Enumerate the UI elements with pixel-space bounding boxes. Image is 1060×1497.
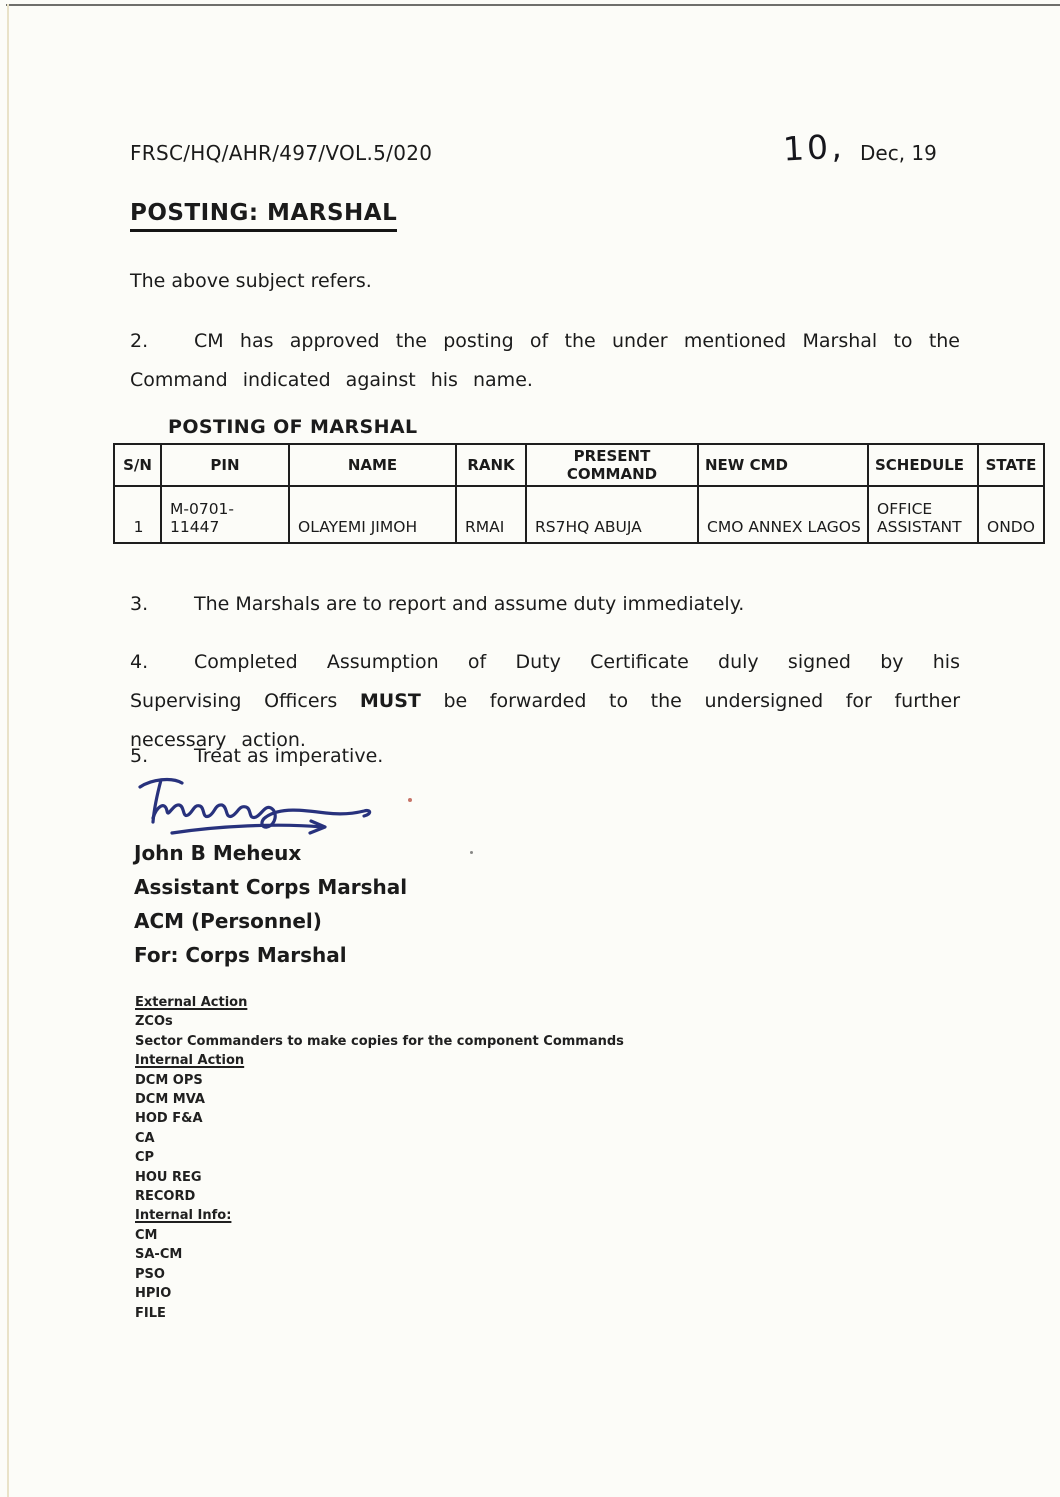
col-header-pin: PIN — [161, 444, 289, 486]
paragraph-3-number: 3. — [130, 593, 149, 615]
distribution-heading-external: External Action — [135, 995, 248, 1010]
distribution-item: FILE — [135, 1305, 166, 1321]
distribution-list — [135, 993, 624, 1323]
date-text: Dec, 19 — [860, 141, 937, 165]
scan-speck — [470, 851, 473, 854]
posting-table — [113, 443, 1045, 544]
cell-rank: RMAI — [456, 486, 526, 543]
col-header-sn: S/N — [114, 444, 161, 486]
reference-number: FRSC/HQ/AHR/497/VOL.5/020 — [130, 141, 433, 165]
paragraph-intro — [130, 262, 960, 301]
paragraph-4-text-after: be forwarded to the undersigned for further necessary action. — [130, 690, 961, 751]
scan-edge-left — [7, 4, 9, 1497]
paragraph-5-text: Treat as imperative. — [194, 745, 384, 767]
cell-state: ONDO — [978, 486, 1044, 543]
distribution-item: PSO — [135, 1266, 165, 1282]
distribution-item: DCM MVA — [135, 1092, 205, 1108]
distribution-item: CP — [135, 1150, 155, 1166]
cell-sn: 1 — [114, 486, 161, 543]
paragraph-3-text: The Marshals are to report and assume duty immediately. — [194, 593, 745, 615]
distribution-item: HOU REG — [135, 1169, 202, 1185]
paragraph-2 — [130, 322, 960, 400]
table-row — [114, 486, 1044, 543]
handwritten-day: 10, — [782, 126, 846, 169]
distribution-item: ZCOs — [135, 1014, 173, 1030]
col-header-schedule: SCHEDULE — [868, 444, 978, 486]
cell-present-command: RS7HQ ABUJA — [526, 486, 698, 543]
distribution-item: Sector Commanders to make copies for the component Commands — [135, 1033, 624, 1049]
paragraph-2-number: 2. — [130, 330, 149, 352]
paragraph-intro-text: The above subject refers. — [130, 270, 372, 292]
signatory-office: ACM (Personnel) — [134, 909, 322, 933]
signatory-block — [134, 836, 407, 972]
signatory-for: For: Corps Marshal — [134, 943, 347, 967]
col-header-rank: RANK — [456, 444, 526, 486]
paragraph-2-text: CM has approved the posting of the under mentioned Marshal to the Command indicated against his name. — [130, 330, 960, 391]
distribution-item: DCM OPS — [135, 1072, 203, 1088]
table-header-row — [114, 444, 1044, 486]
distribution-item: HOD F&A — [135, 1111, 203, 1127]
col-header-name: NAME — [289, 444, 456, 486]
distribution-item: CM — [135, 1227, 158, 1243]
col-header-new-cmd: NEW CMD — [698, 444, 868, 486]
table-caption: POSTING OF MARSHAL — [168, 416, 418, 438]
distribution-item: CA — [135, 1130, 155, 1146]
paragraph-5-number: 5. — [130, 745, 149, 767]
signatory-rank: Assistant Corps Marshal — [134, 875, 408, 899]
cell-new-cmd: CMO ANNEX LAGOS — [698, 486, 868, 543]
paragraph-4-bold-word: MUST — [359, 690, 421, 712]
paragraph-3 — [130, 585, 960, 624]
distribution-heading-internal-action: Internal Action — [135, 1053, 245, 1069]
cell-pin: M-0701-11447 — [161, 486, 289, 543]
cell-name: OLAYEMI JIMOH — [289, 486, 456, 543]
col-header-present-command: PRESENT COMMAND — [526, 444, 698, 486]
col-header-state: STATE — [978, 444, 1044, 486]
ink-speck — [408, 798, 412, 802]
paragraph-4-text-before: Completed Assumption of Duty Certificate duly signed by his Supervising Officers — [130, 651, 960, 712]
distribution-item: RECORD — [135, 1189, 196, 1205]
subject-title: POSTING: MARSHAL — [130, 200, 397, 232]
signatory-name: John B Meheux — [134, 841, 302, 865]
paragraph-4-number: 4. — [130, 651, 149, 673]
distribution-item: SA-CM — [135, 1247, 183, 1263]
signature-scribble — [126, 770, 386, 844]
cell-schedule: OFFICE ASSISTANT — [868, 486, 978, 543]
distribution-heading-internal-info: Internal Info: — [135, 1208, 232, 1224]
scan-edge-top — [6, 4, 1060, 6]
distribution-item: HPIO — [135, 1286, 172, 1302]
